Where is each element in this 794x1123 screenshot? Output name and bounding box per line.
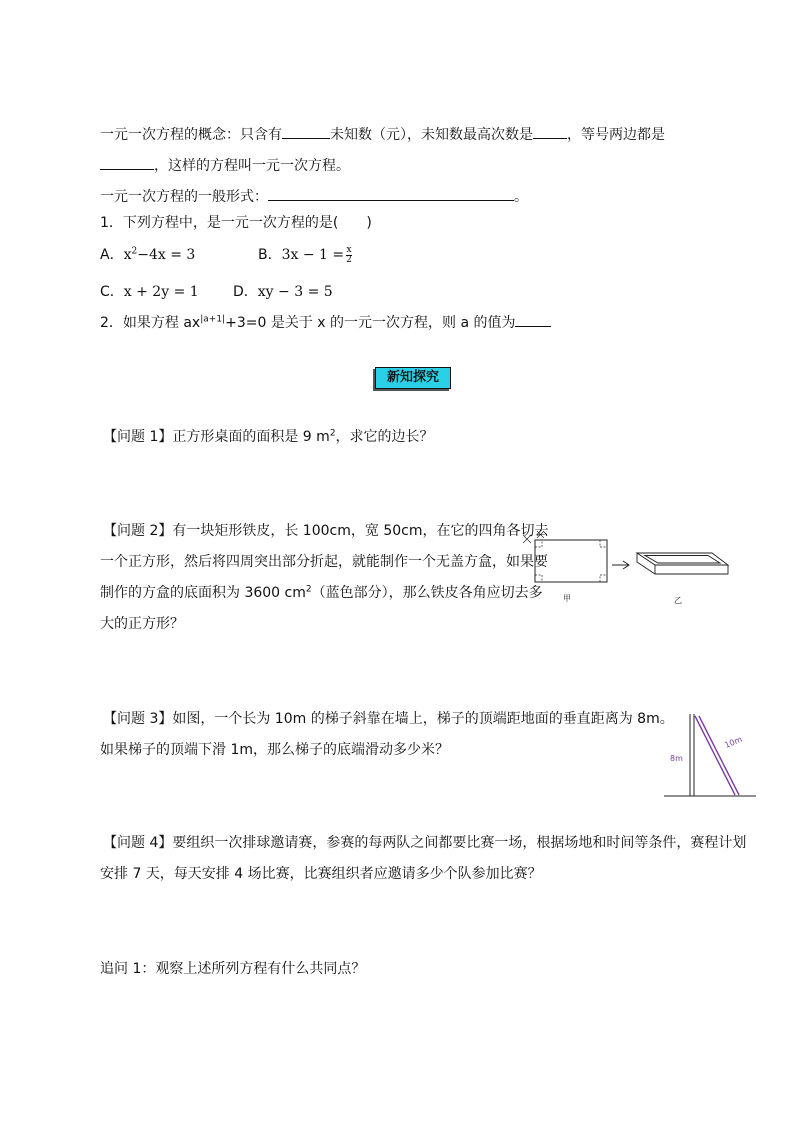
concept-line-2: ，这样的方程叫一元一次方程。 xyxy=(100,155,350,175)
general-form-line: 一元一次方程的一般形式： 。 xyxy=(100,189,528,205)
problem-1: 【问题 1】正方形桌面的面积是 9 $m^2$，求它的边长？ xyxy=(103,428,434,445)
question-1-stem: 1．下列方程中，是一元一次方程的是( ) xyxy=(100,215,372,231)
open-box xyxy=(637,553,728,574)
problem-4-line-1: 【问题 4】要组织一次排球邀请赛，参赛的每两队之间都要比赛一场，根据场地和时间等条件，赛程计划 xyxy=(103,835,747,851)
blank xyxy=(515,314,551,327)
sheet-metal-figure xyxy=(515,525,765,610)
scissors-icon xyxy=(523,531,544,543)
figure-label-right: 乙 xyxy=(674,596,682,605)
ladder-length-label: 10m xyxy=(723,734,744,750)
blank xyxy=(100,157,154,170)
problem-2-line-4: 大的正方形？ xyxy=(100,616,184,632)
problem-2-line-3: 制作的方盒的底面积为 3600 $cm^2$（蓝色部分），那么铁皮各角应切去多 xyxy=(100,584,543,601)
height-label: 8m xyxy=(670,754,683,763)
problem-2-line-2: 一个正方形，然后将四周突出部分折起，就能制作一个无盖方盒，如果要 xyxy=(100,554,548,570)
blank xyxy=(282,126,330,139)
option-a: A．$x^2-4x = 3$ xyxy=(100,246,196,263)
figure-label-left: 甲 xyxy=(563,594,571,603)
option-b: B．3x − 1 = $\frac{x}{2}$ xyxy=(258,244,352,265)
option-d: D．xy − 3 = 5 xyxy=(233,284,333,300)
ladder-figure xyxy=(664,706,756,800)
problem-3-line-1: 【问题 3】如图，一个长为 10m 的梯子斜靠在墙上，梯子的顶端距地面的垂直距离为 8m。 xyxy=(103,711,674,727)
follow-up-question: 追问 1：观察上述所列方程有什么共同点？ xyxy=(100,961,366,977)
blank xyxy=(533,126,567,139)
ladder xyxy=(699,716,739,795)
section-title-badge: 新知探究 xyxy=(375,367,451,389)
problem-4-line-2: 安排 7 天，每天安排 4 场比赛，比赛组织者应邀请多少个队参加比赛？ xyxy=(100,866,542,882)
arrow-icon xyxy=(612,561,629,569)
sheet-rectangle xyxy=(535,540,607,582)
question-2: 2．如果方程 $ax^{|a+1|}+3=0$ 是关于 x 的一元一次方程，则 a 的值为 xyxy=(100,312,551,332)
corner-cuts xyxy=(535,540,607,582)
concept-line-1: 一元一次方程的概念：只含有 未知数（元），未知数最高次数是 ，等号两边都是 xyxy=(100,127,665,143)
ladder xyxy=(695,716,735,795)
fraction: $\frac{x}{2}$ xyxy=(346,244,352,265)
problem-3-line-2: 如果梯子的顶端下滑 1m，那么梯子的底端滑动多少米？ xyxy=(100,742,449,758)
option-c: C．x + 2y = 1 xyxy=(100,284,199,300)
problem-2-line-1: 【问题 2】有一块矩形铁皮，长 100cm，宽 50cm，在它的四角各切去 xyxy=(103,523,549,539)
blank xyxy=(268,188,514,201)
